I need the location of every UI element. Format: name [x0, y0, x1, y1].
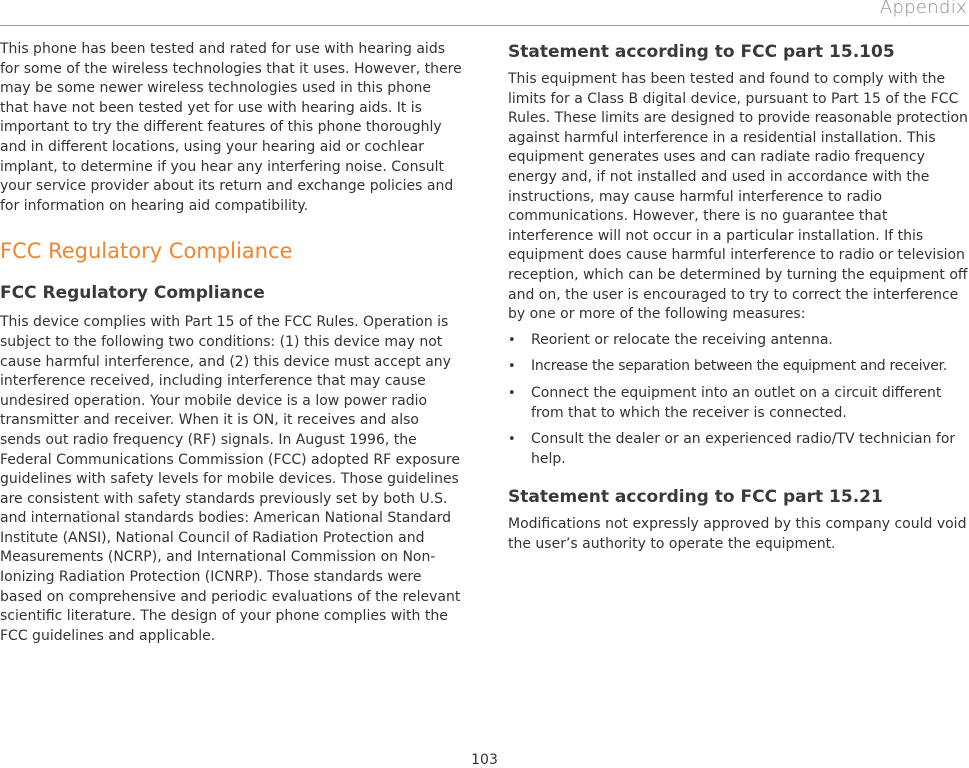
fcc-1521-heading: Statement according to FCC part 15.21	[508, 487, 883, 508]
fcc-1521-paragraph: Modifications not expressly approved by this company could void the user’s authority to operate the equipment.	[508, 516, 967, 552]
left-column	[0, 40, 462, 646]
list-item-text: Consult the dealer or an experienced radio/TV technician for help.	[531, 431, 956, 467]
list-item	[508, 331, 968, 351]
list-item-text: Connect the equipment into an outlet on a circuit different from that to which the receiver is connected.	[531, 384, 942, 421]
fcc-compliance-heading: FCC Regulatory Compliance	[0, 283, 265, 304]
bullet-icon: •	[508, 359, 516, 375]
list-item	[508, 430, 968, 469]
page-number: 103	[471, 752, 498, 768]
measures-list	[508, 331, 968, 470]
list-item	[508, 384, 968, 423]
bullet-icon: •	[508, 432, 516, 448]
fcc-15105-heading: Statement according to FCC part 15.105	[508, 42, 895, 62]
fcc-15105-paragraph: This equipment has been tested and found to comply with the limits for a Class B digital device, pursuant to Part 15 of the FCC Rules. These limits are designed to provide reasonable protection against harmful interference in a residential installation. This equipment generates uses and can radiate radio frequency energy and, if not installed and used in accordance with the instructions, may cause harmful interference to radio communications. However, there is no guarantee that interference will not occur in a particular installation. If this equipment does cause harmful interference to radio or television reception, which can be determined by turning the equipment off and on, the user is encouraged to try to correct the interference by one or more of the following measures:	[508, 71, 968, 323]
bullet-icon: •	[508, 332, 516, 348]
bullet-icon: •	[508, 385, 516, 401]
section-title: FCC Regulatory Compliance	[0, 239, 293, 264]
right-column	[508, 40, 968, 554]
list-item	[508, 357, 968, 377]
list-item-text: Reorient or relocate the receiving antenna.	[531, 331, 833, 348]
list-item-text: Increase the separation between the equipment and receiver.	[531, 358, 947, 375]
header-divider	[0, 25, 969, 26]
fcc-compliance-paragraph: This device complies with Part 15 of the FCC Rules. Operation is subject to the following two conditions: (1) this device may not cause harmful interference, and (2) this device must accept any interference received, including interference that may cause undesired operation. Your mobile device is a low power radio transmitter and receiver. When it is ON, it receives and also sends out radio frequency (RF) signals. In August 1996, the Federal Communications Commission (FCC) adopted RF exposure guidelines with safety levels for mobile devices. Those guidelines are consistent with safety standards previously set by both U.S. and international standards bodies: American National Standard Institute (ANSI), National Council of Radiation Protection and Measurements (NCRP), and International Commission on Non-Ionizing Radiation Protection (ICNRP). Those standards were based on comprehensive and periodic evaluations of the relevant scientific literature. The design of your phone complies with the FCC guidelines and applicable.	[0, 314, 461, 644]
hearing-aid-paragraph: This phone has been tested and rated for use with hearing aids for some of the wireless technologies that it uses. However, there may be some newer wireless technologies used in this phone that have not been tested yet for use with hearing aids. It is important to try the different features of this phone thoroughly and in different locations, using your hearing aid or cochlear implant, to determine if you hear any interfering noise. Consult your service provider about its return and exchange policies and for information on hearing aid compatibility.	[0, 41, 462, 214]
page-header-title: Appendix	[879, 0, 967, 18]
